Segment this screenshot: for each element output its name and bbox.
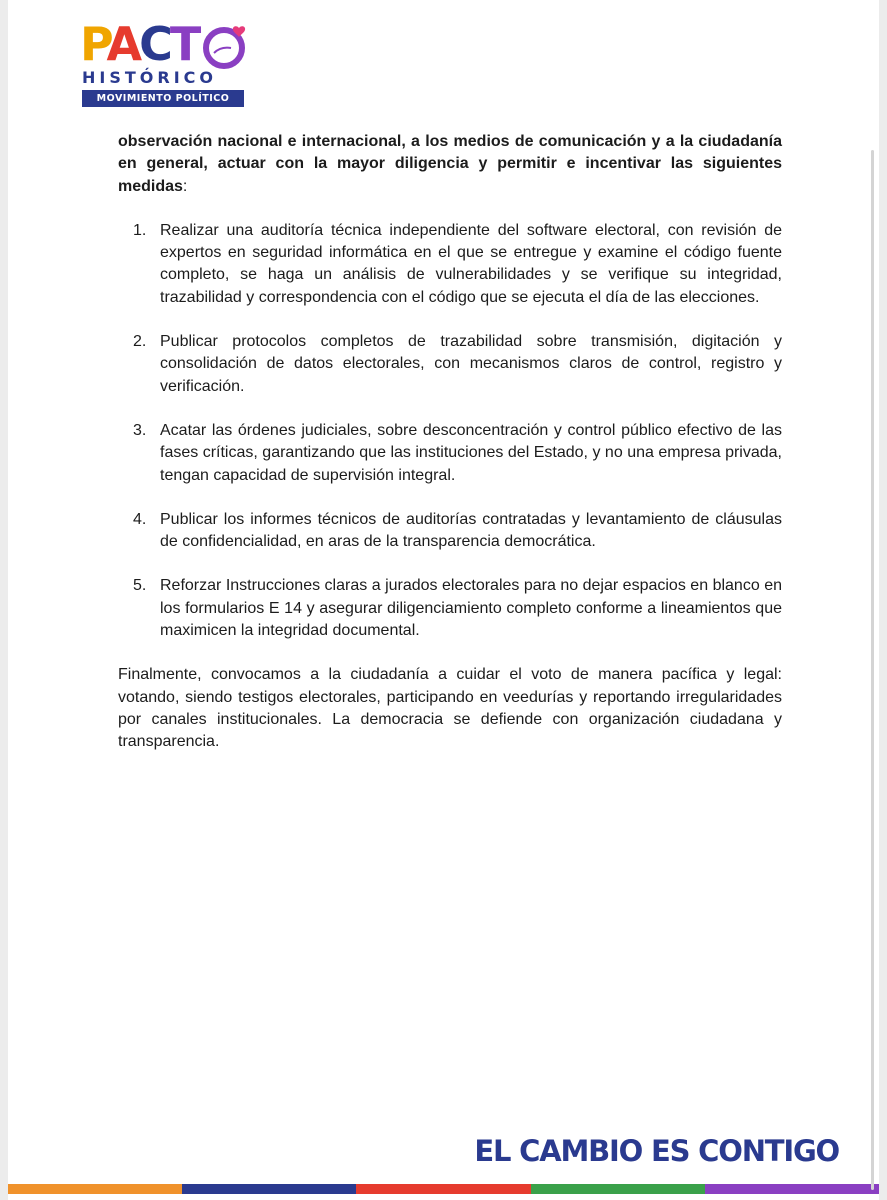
- list-item: [118, 331, 782, 398]
- color-bar-segment: [705, 1184, 879, 1194]
- pacto-historico-logo: [80, 18, 250, 110]
- list-item: [118, 509, 782, 554]
- document-body: [118, 131, 782, 754]
- closing-paragraph: Finalmente, convocamos a la ciudadanía a cuidar el voto de manera pacífica y legal: votando, siendo testigos electorales, participando en veedurías y reportando irregularidades por canales institucionales. La democracia se defiende con organización ciudadana y transparencia.: [118, 666, 782, 751]
- list-item-number: 3.: [133, 421, 147, 439]
- intro-bold-text: observación nacional e internacional, a los medios de comunicación y a la ciudadanía en general, actuar con la mayor diligencia y permitir e incentivar las siguientes medidas: [118, 133, 782, 195]
- dove-heart-icon: [202, 22, 250, 70]
- list-item: [118, 420, 782, 487]
- list-item-number: 1.: [133, 221, 147, 239]
- logo-letter-p: P: [80, 17, 107, 71]
- scrollbar[interactable]: [871, 150, 874, 1190]
- list-item: [118, 220, 782, 309]
- logo-letter-t: T: [169, 17, 199, 71]
- campaign-slogan: EL CAMBIO ES CONTIGO: [474, 1134, 839, 1168]
- measures-list: [118, 220, 782, 642]
- list-item: [118, 575, 782, 642]
- list-item-number: 5.: [133, 577, 147, 595]
- color-bar-segment: [531, 1184, 705, 1194]
- list-item-number: 4.: [133, 510, 147, 528]
- footer-color-bar: [8, 1184, 879, 1194]
- color-bar-segment: [182, 1184, 356, 1194]
- logo-letter-c: C: [139, 17, 170, 71]
- color-bar-segment: [8, 1184, 182, 1194]
- list-item-text: Realizar una auditoría técnica independiente del software electoral, con revisión de expertos en seguridad informática en el que se entregue y examine el código fuente completo, se haga un análisis de vulnerabilidades y se verifique su integridad, trazabilidad y correspondencia con el código que se ejecuta el día de las elecciones.: [160, 221, 782, 306]
- list-item-text: Publicar protocolos completos de trazabilidad sobre transmisión, digitación y consolidación de datos electorales, con mecanismos claros de control, registro y verificación.: [160, 333, 782, 395]
- logo-letter-a: A: [106, 17, 140, 71]
- list-item-text: Acatar las órdenes judiciales, sobre desconcentración y control público efectivo de las fases críticas, garantizando que las instituciones del Estado, y no una empresa privada, tengan capacidad de supervisión integral.: [160, 421, 782, 484]
- document-page: [8, 0, 879, 1200]
- logo-movimiento-badge: MOVIMIENTO POLÍTICO: [82, 90, 244, 107]
- logo-historico-text: HISTÓRICO: [82, 68, 217, 87]
- list-item-text: Reforzar Instrucciones claras a jurados electorales para no dejar espacios en blanco en los formularios E 14 y asegurar diligenciamiento completo conforme a lineamientos que maximicen la integridad documental.: [160, 577, 782, 640]
- intro-paragraph: [118, 131, 782, 198]
- color-bar-segment: [356, 1184, 530, 1194]
- list-item-number: 2.: [133, 333, 147, 351]
- list-item-text: Publicar los informes técnicos de auditorías contratadas y levantamiento de cláusulas de confidencialidad, en aras de la transparencia democrática.: [160, 510, 782, 551]
- intro-colon: :: [182, 177, 188, 195]
